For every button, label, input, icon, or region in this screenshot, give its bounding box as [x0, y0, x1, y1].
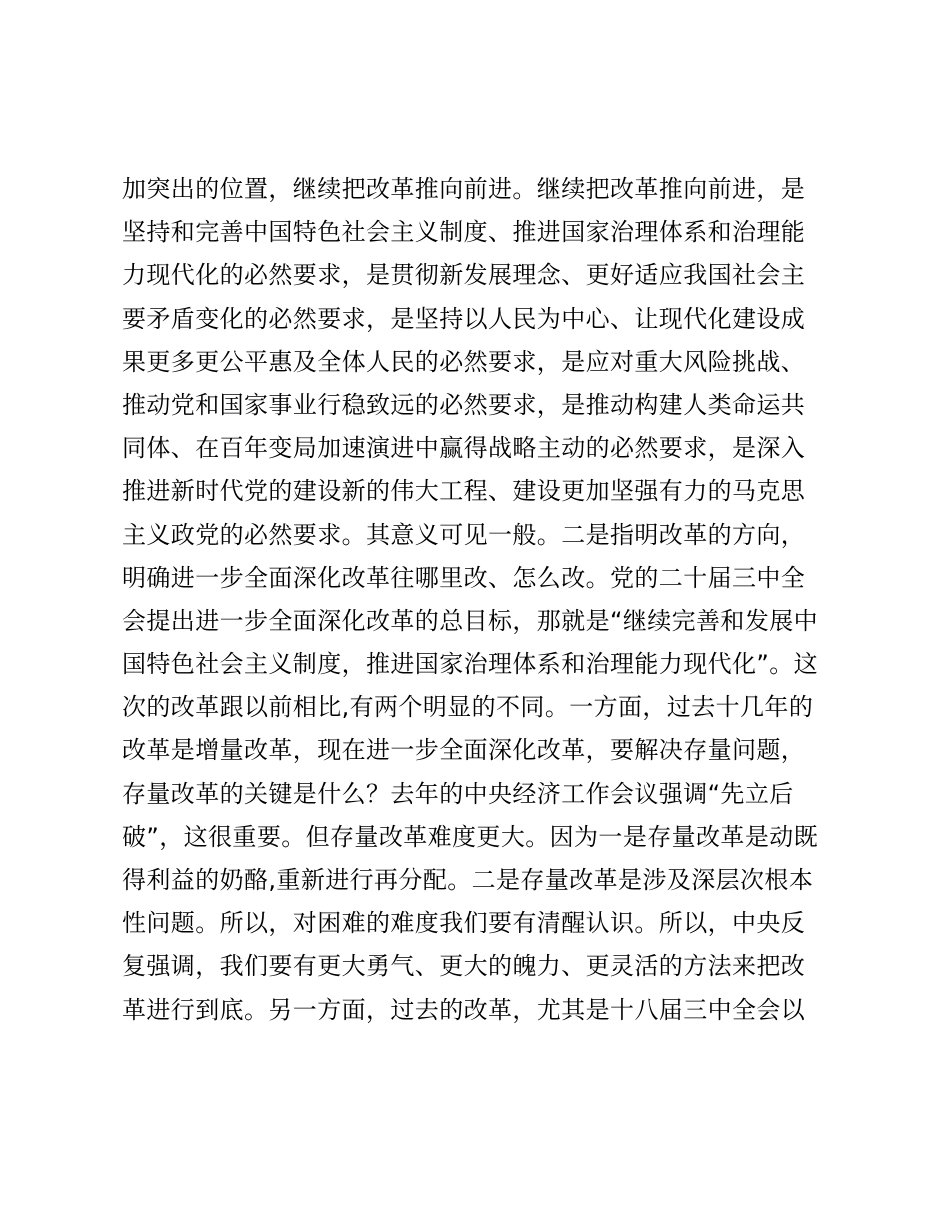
- text-line: 性问题。所以，对困难的难度我们要有清醒认识。所以，中央反: [122, 909, 806, 938]
- text-line: 革进行到底。另一方面，过去的改革，尤其是十八届三中全会以: [122, 995, 806, 1024]
- body-text: [122, 168, 842, 1032]
- text-line: 会提出进一步全面深化改革的总目标，那就是“继续完善和发展中: [122, 606, 819, 635]
- text-line: 推进新时代党的建设新的伟大工程、建设更加坚强有力的马克思: [122, 477, 806, 506]
- text-line: 得利益的奶酪,重新进行再分配。二是存量改革是涉及深层次根本: [122, 866, 814, 894]
- text-line: 力现代化的必然要求，是贯彻新发展理念、更好适应我国社会主: [122, 261, 806, 290]
- text-line: 加突出的位置，继续把改革推向前进。继续把改革推向前进，是: [122, 175, 806, 203]
- text-line: 复强调，我们要有更大勇气、更大的魄力、更灵活的方法来把改: [122, 952, 806, 981]
- text-line: 破”，这很重要。但存量改革难度更大。因为一是存量改革是动既: [122, 822, 819, 851]
- text-line: 国特色社会主义制度，推进国家治理体系和治理能力现代化”。这: [122, 650, 819, 679]
- text-line: 存量改革的关键是什么？去年的中央经济工作会议强调“先立后: [122, 779, 794, 808]
- text-line: 坚持和完善中国特色社会主义制度、推进国家治理体系和治理能: [122, 218, 806, 247]
- text-line: 果更多更公平惠及全体人民的必然要求，是应对重大风险挑战、: [122, 347, 806, 376]
- text-line: 要矛盾变化的必然要求，是坚持以人民为中心、让现代化建设成: [122, 304, 806, 333]
- text-line: 次的改革跟以前相比,有两个明显的不同。一方面，过去十几年的: [122, 693, 814, 722]
- text-line: 明确进一步全面深化改革往哪里改、怎么改。党的二十届三中全: [122, 563, 806, 592]
- text-line: 推动党和国家事业行稳致远的必然要求，是推动构建人类命运共: [122, 390, 806, 419]
- text-line: 改革是增量改革，现在进一步全面深化改革，要解决存量问题，: [122, 736, 806, 765]
- text-line: 同体、在百年变局加速演进中赢得战略主动的必然要求，是深入: [122, 434, 806, 463]
- text-line: 主义政党的必然要求。其意义可见一般。二是指明改革的方向，: [122, 520, 806, 549]
